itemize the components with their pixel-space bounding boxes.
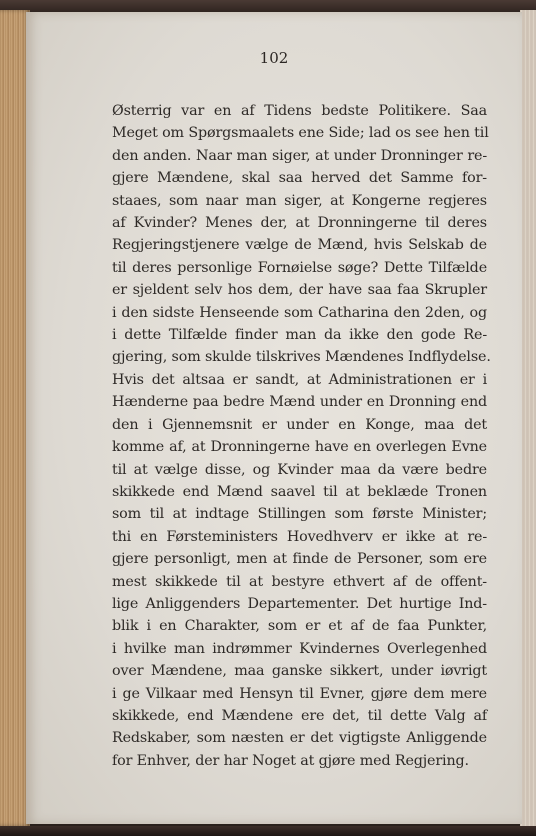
text-line: i hvilke man indrømmer Kvindernes Overlegenhed — [112, 640, 487, 657]
text-line: Hvis det altsaa er sandt, at Administrationen er i — [112, 371, 487, 388]
text-line: i den sidste Henseende som Catharina den 2den, og — [112, 304, 487, 321]
text-line: skikkede end Mænd saavel til at beklæde Tronen — [112, 483, 487, 500]
body-text — [112, 100, 491, 772]
text-line: over Mændene, maa ganske sikkert, under iøvrigt — [112, 663, 487, 680]
text-line: Østerrig var en af Tidens bedste Politikere. Saa — [112, 103, 487, 119]
text-line: den i Gjennemsnit er under en Konge, maa det — [112, 416, 487, 433]
text-line: til deres personlige Fornøielse søge? Dette Tilfælde — [112, 259, 487, 276]
text-line: lige Anliggenders Departementer. Det hurtige Ind- — [112, 595, 487, 612]
text-line: i ge Vilkaar med Hensyn til Evner, gjøre dem mere — [112, 685, 487, 702]
text-line: Meget om Spørgsmaalets ene Side; lad os see hen til — [112, 125, 489, 142]
text-line: Hænderne paa bedre Mænd under en Dronning end — [112, 394, 487, 411]
text-line: Regjeringstjenere vælge de Mænd, hvis Selskab de — [112, 237, 487, 254]
text-line: skikkede, end Mændene ere det, til dette Valg af — [112, 707, 487, 724]
text-line: komme af, at Dronningerne have en overlegen Evne — [112, 439, 487, 456]
page-stack-right-edge — [520, 10, 536, 826]
text-line: af Kvinder? Menes der, at Dronningerne til deres — [112, 215, 487, 232]
text-line: i dette Tilfælde finder man da ikke den gode Re- — [112, 327, 487, 344]
text-line: som til at indtage Stillingen som første Minister; — [112, 506, 487, 523]
page-number: 102 — [259, 49, 289, 67]
text-line: gjering, som skulde tilskrives Mændenes Indflydelse. — [112, 349, 491, 366]
text-line: til at vælge disse, og Kvinder maa da være bedre — [112, 461, 487, 478]
text-line: Redskaber, som næsten er det vigtigste Anliggende — [112, 730, 487, 747]
text-line: er sjeldent selv hos dem, der have saa faa Skrupler — [112, 282, 487, 299]
text-line: staaes, som naar man siger, at Kongerne regjeres — [112, 192, 487, 209]
text-line: mest skikkede til at bestyre ethvert af de offent- — [112, 573, 487, 590]
text-line: for Enhver, der har Noget at gjøre med Regjering. — [112, 752, 469, 769]
book-page — [26, 12, 522, 824]
text-line: thi en Førsteministers Hovedhverv er ikke at re- — [112, 528, 487, 545]
text-line: den anden. Naar man siger, at under Dronninger re- — [112, 147, 487, 164]
text-line: gjere Mændene, skal saa herved det Samme for- — [112, 170, 487, 187]
text-line: blik i en Charakter, som er et af de faa Punkter, — [112, 618, 487, 635]
book-cover-bottom-edge — [0, 826, 536, 836]
text-line: gjere personligt, men at finde de Personer, som ere — [112, 551, 487, 568]
